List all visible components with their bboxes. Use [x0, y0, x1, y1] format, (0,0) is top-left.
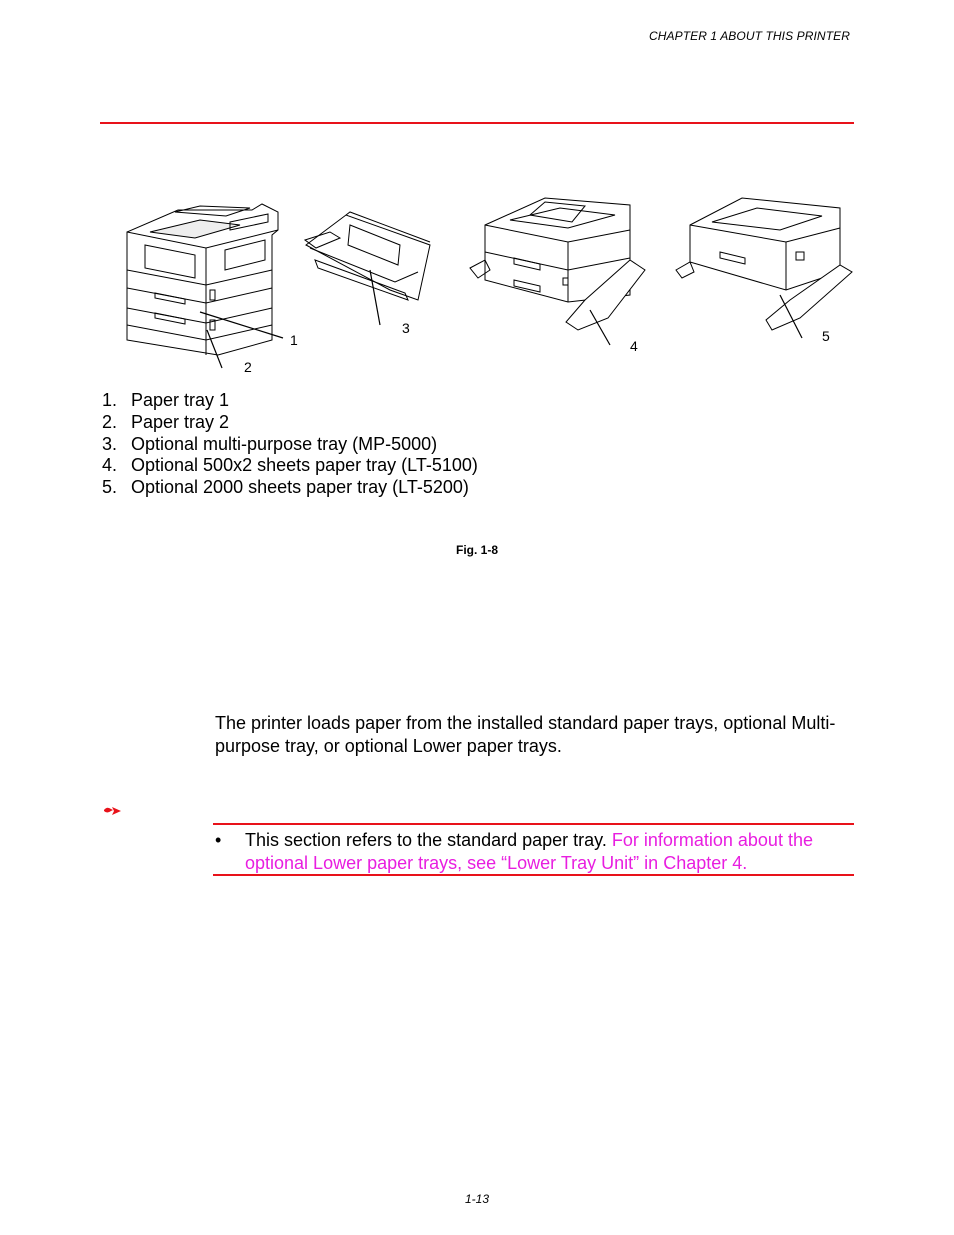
printer-drawing	[127, 204, 283, 368]
callout-5: 5	[822, 328, 830, 344]
note-box	[213, 823, 854, 876]
lt5200-drawing	[676, 198, 852, 338]
note-pointer-icon	[103, 804, 123, 823]
list-item: 2. Paper tray 2	[102, 411, 230, 432]
callout-4: 4	[630, 338, 638, 354]
list-item: 1. Paper tray 1	[102, 390, 230, 410]
paper-tray-figure	[0, 190, 954, 380]
note-item	[213, 829, 854, 875]
figure-caption: Fig. 1-8	[455, 543, 498, 557]
body-paragraph: The printer loads paper from the installed standard paper trays, optional Multi-purpose tray, or optional Lower paper trays.	[215, 713, 836, 756]
cross-reference-link[interactable]: For information about the optional Lower paper trays, see “Lower Tray Unit” in Chapter 4.	[245, 830, 813, 873]
callout-2: 2	[244, 359, 252, 375]
list-item: 3. Optional multi-purpose tray (MP-5000)	[102, 433, 438, 454]
mp-tray-drawing	[305, 212, 430, 325]
page-number: 1-13	[464, 1192, 490, 1206]
bullet: •	[215, 830, 222, 850]
header-rule	[100, 122, 854, 124]
callout-1: 1	[290, 332, 298, 348]
list-item: 4. Optional 500x2 sheets paper tray (LT-5100)	[102, 455, 478, 476]
lt5100-drawing	[470, 198, 645, 345]
list-item: 5. Optional 2000 sheets paper tray (LT-5200)	[102, 477, 469, 498]
note-text: This section refers to the standard paper tray. For information about the optional Lower paper trays, see “Lower Tray Unit” in Chapter 4.	[245, 830, 813, 873]
parts-list	[102, 390, 478, 499]
paper-tray-illustration	[0, 190, 954, 380]
callout-3: 3	[402, 320, 410, 336]
chapter-header: CHAPTER 1 ABOUT THIS PRINTER	[648, 29, 850, 43]
